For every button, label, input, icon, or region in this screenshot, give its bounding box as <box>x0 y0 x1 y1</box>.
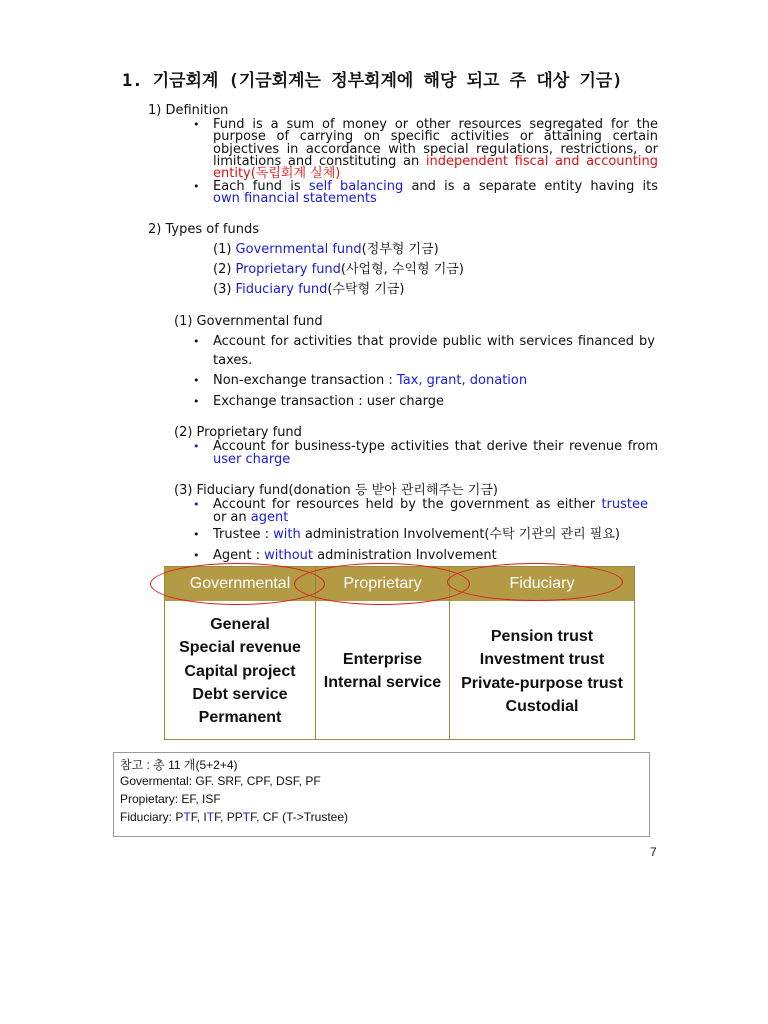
page-title: 1. 기금회계 (기금회계는 정부회계에 해당 되고 주 대상 기금) <box>122 71 623 91</box>
bullet-icon: • <box>193 549 200 562</box>
list-item: Internal service <box>323 674 442 692</box>
governmental-text: taxes. <box>213 353 253 368</box>
memo-line: Propietary: EF, ISF <box>120 792 221 806</box>
list-item: Special revenue <box>179 639 301 657</box>
bullet-icon: • <box>193 335 200 348</box>
bullet-icon: • <box>193 395 200 408</box>
fiduciary-heading: (3) Fiduciary fund(donation 등 받아 관리해주는 기금) <box>174 483 498 498</box>
bullet-icon: • <box>193 498 200 511</box>
bullet-icon: • <box>193 440 200 453</box>
proprietary-text: Account for business-type activities that derive their revenue from <box>213 439 658 454</box>
type-item: (2) Proprietary fund(사업형, 수익형 기금) <box>213 262 464 277</box>
memo-line: Govermental: GF. SRF, CPF, DSF, PF <box>120 774 321 788</box>
memo-line: 참고 : 총 11 개(5+2+4) <box>120 758 238 772</box>
annotation-oval <box>294 563 470 605</box>
governmental-fund-list <box>165 613 315 729</box>
definition-text: objectives in accordance with special regulations, restrictions, or <box>213 142 658 157</box>
definition-text: purpose of carrying on specific activities or attaining certain <box>213 129 658 144</box>
governmental-text: Non-exchange transaction : Tax, grant, donation <box>213 373 528 388</box>
list-item: Enterprise <box>342 651 423 668</box>
fiduciary-text: or an agent <box>213 510 289 525</box>
bullet-icon: • <box>193 180 200 193</box>
fiduciary-text: Trustee : with administration Involvement(수탁 기관의 관리 필요) <box>213 527 620 542</box>
list-item: Debt service <box>192 685 288 703</box>
definition-heading: 1) Definition <box>148 103 229 118</box>
type-item: (1) Governmental fund(정부형 기금) <box>213 242 439 257</box>
definition-text: Fund is a sum of money or other resources segregated for the <box>213 117 658 132</box>
fiduciary-text: Account for resources held by the government as either trustee <box>213 497 648 512</box>
list-item: Private-purpose trust <box>461 674 623 692</box>
definition-text: Each fund is self balancing and is a separate entity having its <box>213 179 658 194</box>
memo-box <box>113 752 650 837</box>
list-item: Capital project <box>184 662 296 680</box>
header-proprietary: Proprietary <box>343 575 422 592</box>
governmental-heading: (1) Governmental fund <box>174 314 323 329</box>
fiduciary-text: Agent : without administration Involvement <box>213 548 497 563</box>
proprietary-heading: (2) Proprietary fund <box>174 425 302 440</box>
proprietary-fund-list <box>316 648 449 695</box>
page-number: 7 <box>650 845 657 859</box>
memo-line: Fiduciary: PTF, ITF, PPTF, CF (T->Trustee) <box>120 810 348 824</box>
governmental-text: Exchange transaction : user charge <box>213 394 444 409</box>
list-item: General <box>210 616 270 633</box>
bullet-icon: • <box>193 374 200 387</box>
list-item: Permanent <box>198 709 282 727</box>
definition-text: limitations and constituting an independent fiscal and accounting <box>213 154 658 169</box>
annotation-oval <box>447 563 623 601</box>
definition-highlight: own financial statements <box>213 191 377 206</box>
header-fiduciary: Fiduciary <box>509 575 575 592</box>
fiduciary-fund-list <box>450 625 634 718</box>
list-item: Pension trust <box>490 628 594 645</box>
header-governmental: Governmental <box>189 575 291 592</box>
list-item: Investment trust <box>479 651 605 669</box>
bullet-icon: • <box>193 118 200 131</box>
list-item: Custodial <box>505 697 579 715</box>
type-item: (3) Fiduciary fund(수탁형 기금) <box>213 282 405 297</box>
governmental-text: Account for activities that provide public with services financed by <box>213 334 655 349</box>
types-heading: 2) Types of funds <box>148 222 259 237</box>
proprietary-highlight: user charge <box>213 452 291 467</box>
bullet-icon: • <box>193 528 200 541</box>
definition-highlight: entity(독립회계 실체) <box>213 166 341 181</box>
